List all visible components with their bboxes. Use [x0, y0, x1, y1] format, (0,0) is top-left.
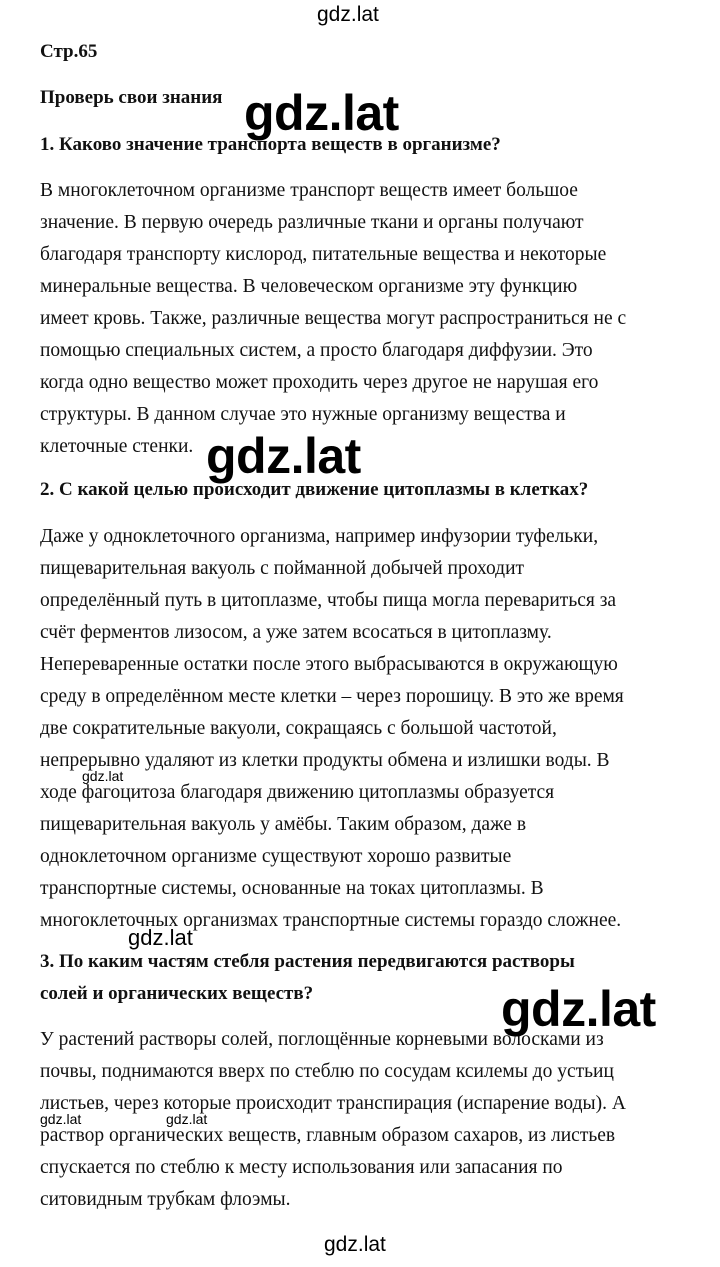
text-line: Непереваренные остатки после этого выбрасываются в окружающую — [40, 654, 618, 675]
text-line: листьев, через которые происходит транспирация (испарение воды). А — [40, 1093, 626, 1114]
watermark-small: gdz.lat — [82, 768, 124, 784]
watermark-bottom: gdz.lat — [324, 1233, 386, 1256]
text-line: счёт ферментов лизосом, а уже затем всосаться в цитоплазму. — [40, 622, 552, 643]
question-1: 1. Каково значение транспорта веществ в организме? — [40, 134, 501, 155]
watermark-large: gdz.lat — [501, 981, 656, 1037]
text-line: транспортные системы, основанные на токах цитоплазмы. В — [40, 878, 544, 899]
text-line: клеточные стенки. — [40, 436, 194, 457]
text-line: минеральные вещества. В человеческом организме эту функцию — [40, 276, 578, 297]
text-line: среду в определённом месте клетки – через порошицу. В это же время — [40, 686, 624, 707]
text-line: определённый путь в цитоплазме, чтобы пища могла перевариться за — [40, 590, 617, 611]
text-line: одноклеточном организме существуют хорошо развитые — [40, 846, 512, 867]
page-label: Стр.65 — [40, 41, 98, 62]
text-line: две сократительные вакуоли, сокращаясь с большой частотой, — [40, 718, 557, 739]
text-line: пищеварительная вакуоль с пойманной добычей проходит — [40, 558, 525, 579]
question-2: 2. С какой целью происходит движение цитоплазмы в клетках? — [40, 479, 589, 500]
text-line: Даже у одноклеточного организма, например инфузории туфельки, — [40, 526, 599, 547]
watermark-top: gdz.lat — [317, 3, 379, 26]
text-line: спускается по стеблю к месту использования или запасания по — [40, 1157, 563, 1178]
watermark-medium: gdz.lat — [128, 925, 193, 950]
text-line: ходе фагоцитоза благодаря движению цитоплазмы образуется — [40, 782, 555, 803]
watermark-small: gdz.lat — [166, 1111, 208, 1127]
text-line: когда одно вещество может проходить через другое не нарушая его — [40, 372, 599, 393]
question-3 — [40, 946, 575, 1010]
text-line: благодаря транспорту кислород, питательные вещества и некоторые — [40, 244, 607, 265]
text-line: значение. В первую очередь различные ткани и органы получают — [40, 212, 584, 233]
text-line: имеет кровь. Также, различные вещества могут распространиться не с — [40, 308, 627, 329]
text-line: почвы, поднимаются вверх по стеблю по сосудам ксилемы до устьиц — [40, 1061, 614, 1082]
answer-2 — [40, 521, 690, 937]
text-line: пищеварительная вакуоль у амёбы. Таким образом, даже в — [40, 814, 527, 835]
text-line: В многоклеточном организме транспорт веществ имеет большое — [40, 180, 578, 201]
question-3-line: 3. По каким частям стебля растения передвигаются растворы — [40, 951, 575, 972]
text-line: ситовидным трубкам флоэмы. — [40, 1189, 291, 1210]
text-line: помощью специальных систем, а просто благодаря диффузии. Это — [40, 340, 593, 361]
section-title: Проверь свои знания — [40, 87, 223, 108]
question-3-line: солей и органических веществ? — [40, 983, 314, 1004]
watermark-large: gdz.lat — [244, 85, 399, 141]
text-line: непрерывно удаляют из клетки продукты обмена и излишки воды. В — [40, 750, 610, 771]
watermark-small: gdz.lat — [40, 1111, 82, 1127]
text-line: раствор органических веществ, главным образом сахаров, из листьев — [40, 1125, 616, 1146]
text-line: У растений растворы солей, поглощённые корневыми волосками из — [40, 1029, 604, 1050]
answer-3 — [40, 1024, 690, 1216]
text-line: многоклеточных организмах транспортные системы гораздо сложнее. — [40, 910, 622, 931]
watermark-large: gdz.lat — [206, 428, 361, 484]
text-line: структуры. В данном случае это нужные организму вещества и — [40, 404, 566, 425]
answer-1 — [40, 175, 690, 463]
